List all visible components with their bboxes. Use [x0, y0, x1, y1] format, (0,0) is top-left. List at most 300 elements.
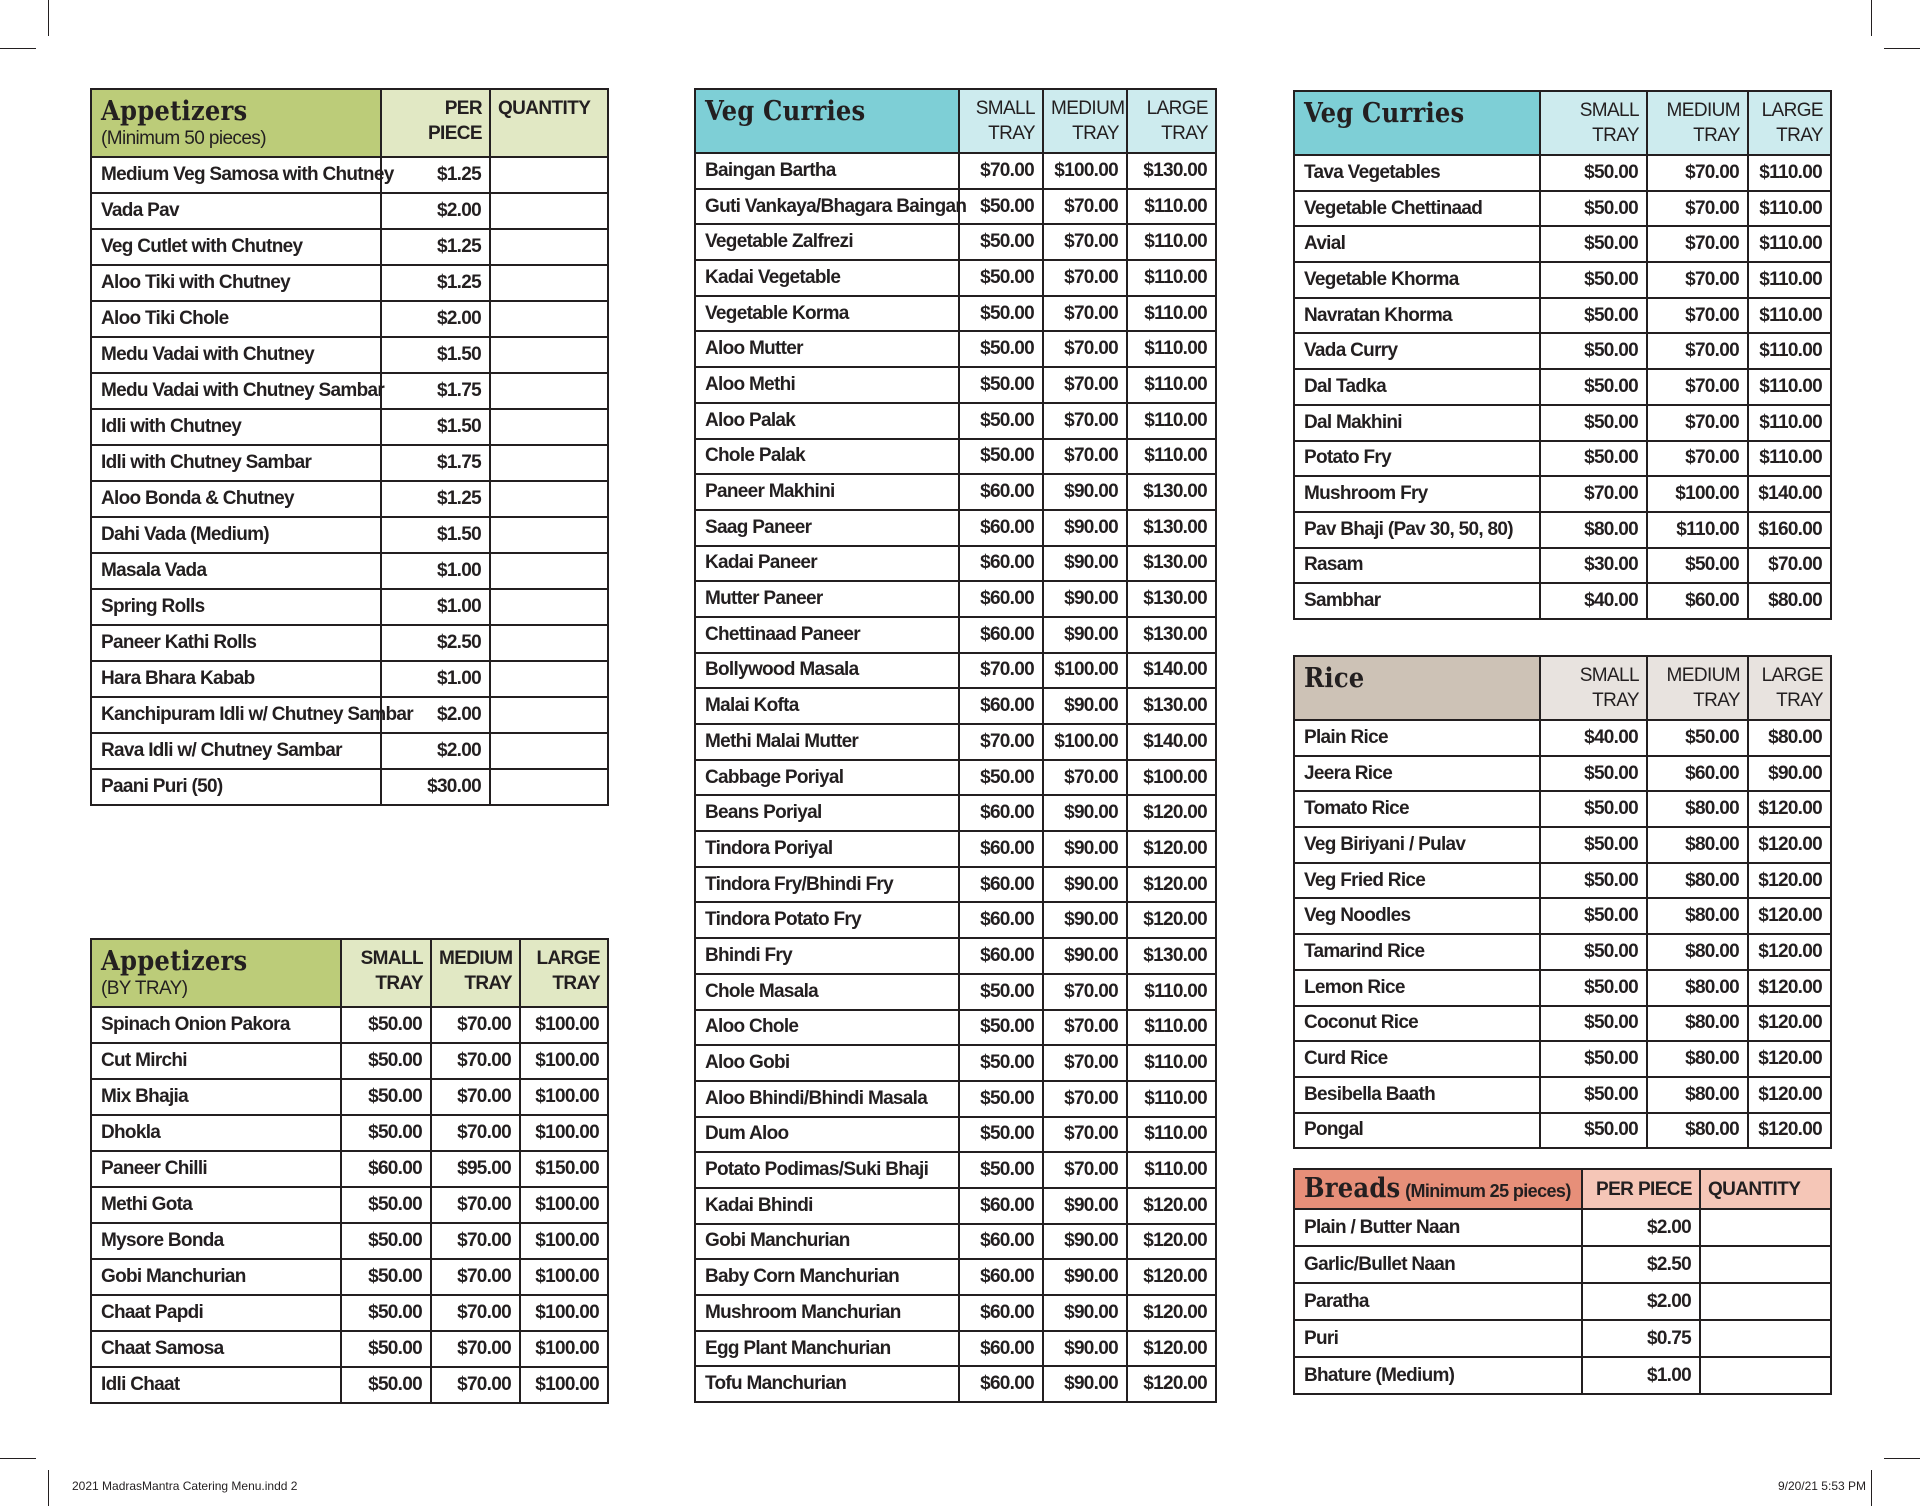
price-per-piece: $2.00 — [1582, 1283, 1700, 1320]
item-name: Paratha — [1294, 1283, 1582, 1320]
price-per-piece: $1.00 — [381, 553, 490, 589]
col-label: SMALL — [975, 98, 1035, 119]
table-row — [695, 581, 1216, 617]
table-row — [91, 769, 608, 805]
price-large-tray: $90.00 — [1748, 756, 1831, 792]
col-medium-tray — [1647, 91, 1748, 155]
quantity-cell — [490, 445, 608, 481]
table-row — [1294, 791, 1831, 827]
item-name: Dal Tadka — [1294, 369, 1540, 405]
item-name: Paneer Makhini — [695, 474, 959, 510]
quantity-cell — [490, 229, 608, 265]
item-name: Dal Makhini — [1294, 405, 1540, 441]
veg-curries-header — [1294, 91, 1540, 155]
col-label: LARGE — [1146, 98, 1208, 119]
item-name: Mysore Bonda — [91, 1223, 341, 1259]
price-per-piece: $1.00 — [381, 661, 490, 697]
price-medium-tray: $70.00 — [1043, 1117, 1127, 1153]
price-medium-tray: $90.00 — [1043, 474, 1127, 510]
table-row — [91, 229, 608, 265]
price-small-tray: $50.00 — [1540, 1041, 1647, 1077]
item-name: Chaat Samosa — [91, 1331, 341, 1367]
price-per-piece: $1.25 — [381, 265, 490, 301]
price-per-piece: $2.00 — [381, 301, 490, 337]
table-row — [91, 1367, 608, 1403]
table-row — [1294, 934, 1831, 970]
item-name: Mushroom Manchurian — [695, 1295, 959, 1331]
item-name: Methi Malai Mutter — [695, 724, 959, 760]
table-row — [1294, 441, 1831, 477]
price-large-tray: $130.00 — [1127, 581, 1216, 617]
table-row — [91, 1295, 608, 1331]
table-row — [91, 1223, 608, 1259]
item-name: Baby Corn Manchurian — [695, 1259, 959, 1295]
item-name: Garlic/Bullet Naan — [1294, 1246, 1582, 1283]
item-name: Dahi Vada (Medium) — [91, 517, 381, 553]
price-small-tray: $50.00 — [1540, 405, 1647, 441]
item-name: Cabbage Poriyal — [695, 760, 959, 796]
item-name: Guti Vankaya/Bhagara Baingan — [695, 189, 959, 225]
table-row — [91, 1007, 608, 1043]
price-large-tray: $110.00 — [1127, 1152, 1216, 1188]
appetizers-piece-header — [91, 89, 381, 157]
section-title: Rice — [1304, 663, 1365, 694]
price-large-tray: $130.00 — [1127, 474, 1216, 510]
price-per-piece: $0.75 — [1582, 1320, 1700, 1357]
price-large-tray: $140.00 — [1127, 653, 1216, 689]
price-large-tray: $110.00 — [1748, 298, 1831, 334]
item-name: Pongal — [1294, 1113, 1540, 1149]
price-large-tray: $100.00 — [1127, 760, 1216, 796]
item-name: Rava Idli w/ Chutney Sambar — [91, 733, 381, 769]
item-name: Rasam — [1294, 548, 1540, 584]
item-name: Chettinaad Paneer — [695, 617, 959, 653]
item-name: Vegetable Zalfrezi — [695, 224, 959, 260]
price-small-tray: $60.00 — [959, 938, 1043, 974]
item-name: Aloo Chole — [695, 1010, 959, 1046]
price-medium-tray: $80.00 — [1647, 1113, 1748, 1149]
table-row — [695, 189, 1216, 225]
price-medium-tray: $80.00 — [1647, 898, 1748, 934]
price-medium-tray: $90.00 — [1043, 1331, 1127, 1367]
item-name: Lemon Rice — [1294, 970, 1540, 1006]
quantity-cell — [490, 373, 608, 409]
table-row — [1294, 827, 1831, 863]
item-name: Chole Masala — [695, 974, 959, 1010]
item-name: Tava Vegetables — [1294, 155, 1540, 191]
col-per-piece: PER PIECE — [1582, 1169, 1700, 1209]
item-name: Aloo Gobi — [695, 1045, 959, 1081]
price-large-tray: $100.00 — [520, 1079, 608, 1115]
price-large-tray: $110.00 — [1748, 369, 1831, 405]
price-medium-tray: $90.00 — [1043, 546, 1127, 582]
price-large-tray: $130.00 — [1127, 510, 1216, 546]
price-medium-tray: $90.00 — [1043, 867, 1127, 903]
price-small-tray: $40.00 — [1540, 720, 1647, 756]
price-medium-tray: $70.00 — [1043, 224, 1127, 260]
quantity-cell — [1700, 1246, 1831, 1283]
price-per-piece: $1.25 — [381, 229, 490, 265]
table-row — [1294, 191, 1831, 227]
item-name: Bhature (Medium) — [1294, 1357, 1582, 1394]
quantity-cell — [490, 625, 608, 661]
price-large-tray: $120.00 — [1748, 898, 1831, 934]
price-large-tray: $140.00 — [1748, 476, 1831, 512]
price-medium-tray: $100.00 — [1043, 653, 1127, 689]
price-large-tray: $120.00 — [1127, 831, 1216, 867]
item-name: Paani Puri (50) — [91, 769, 381, 805]
item-name: Malai Kofta — [695, 688, 959, 724]
price-large-tray: $110.00 — [1748, 405, 1831, 441]
price-small-tray: $60.00 — [959, 795, 1043, 831]
item-name: Idli with Chutney — [91, 409, 381, 445]
item-name: Gobi Manchurian — [695, 1224, 959, 1260]
col-label: SMALL — [360, 948, 423, 969]
table-row — [91, 589, 608, 625]
price-small-tray: $70.00 — [959, 653, 1043, 689]
price-large-tray: $100.00 — [520, 1331, 608, 1367]
price-small-tray: $60.00 — [959, 1259, 1043, 1295]
table-row — [91, 1331, 608, 1367]
price-large-tray: $120.00 — [1748, 1077, 1831, 1113]
table-row — [91, 265, 608, 301]
quantity-cell — [490, 265, 608, 301]
price-large-tray: $110.00 — [1127, 1045, 1216, 1081]
price-medium-tray: $70.00 — [1043, 189, 1127, 225]
col-large-tray — [1127, 89, 1216, 153]
price-large-tray: $120.00 — [1748, 934, 1831, 970]
table-row — [695, 1331, 1216, 1367]
table-row — [1294, 863, 1831, 899]
table-row — [1294, 1283, 1831, 1320]
price-small-tray: $50.00 — [959, 1010, 1043, 1046]
price-large-tray: $120.00 — [1127, 1295, 1216, 1331]
price-medium-tray: $100.00 — [1043, 724, 1127, 760]
price-small-tray: $50.00 — [959, 974, 1043, 1010]
item-name: Mushroom Fry — [1294, 476, 1540, 512]
price-small-tray: $50.00 — [1540, 791, 1647, 827]
table-row — [695, 224, 1216, 260]
item-name: Medu Vadai with Chutney Sambar — [91, 373, 381, 409]
item-name: Gobi Manchurian — [91, 1259, 341, 1295]
crop-mark — [1884, 48, 1920, 49]
price-large-tray: $120.00 — [1748, 863, 1831, 899]
section-title: Breads — [1304, 1173, 1401, 1204]
breads-header — [1294, 1169, 1582, 1209]
price-large-tray: $100.00 — [520, 1295, 608, 1331]
item-name: Saag Paneer — [695, 510, 959, 546]
price-large-tray: $130.00 — [1127, 688, 1216, 724]
quantity-cell — [490, 193, 608, 229]
item-name: Kadai Vegetable — [695, 260, 959, 296]
price-large-tray: $160.00 — [1748, 512, 1831, 548]
col-large-tray — [1748, 656, 1831, 720]
price-small-tray: $50.00 — [341, 1043, 431, 1079]
col-label: TRAY — [1776, 690, 1823, 711]
price-small-tray: $50.00 — [341, 1259, 431, 1295]
col-medium-tray — [1043, 89, 1127, 153]
col-medium-tray — [431, 939, 520, 1007]
price-medium-tray: $90.00 — [1043, 831, 1127, 867]
price-medium-tray: $70.00 — [431, 1259, 520, 1295]
price-small-tray: $60.00 — [959, 688, 1043, 724]
col-large-tray — [1748, 91, 1831, 155]
col-per-piece: PER PIECE — [381, 89, 490, 157]
price-medium-tray: $90.00 — [1043, 1224, 1127, 1260]
quantity-cell — [1700, 1209, 1831, 1246]
price-medium-tray: $95.00 — [431, 1151, 520, 1187]
price-large-tray: $120.00 — [1127, 795, 1216, 831]
item-name: Medium Veg Samosa with Chutney — [91, 157, 381, 193]
quantity-cell — [490, 769, 608, 805]
item-name: Tindora Fry/Bhindi Fry — [695, 867, 959, 903]
price-medium-tray: $70.00 — [1043, 331, 1127, 367]
col-label: LARGE — [536, 948, 600, 969]
price-per-piece: $2.00 — [381, 697, 490, 733]
quantity-cell — [490, 481, 608, 517]
table-row — [91, 445, 608, 481]
price-small-tray: $30.00 — [1540, 548, 1647, 584]
price-medium-tray: $110.00 — [1647, 512, 1748, 548]
quantity-cell — [490, 409, 608, 445]
price-small-tray: $60.00 — [959, 1295, 1043, 1331]
table-row — [91, 625, 608, 661]
item-name: Curd Rice — [1294, 1041, 1540, 1077]
price-medium-tray: $70.00 — [431, 1043, 520, 1079]
rice-table — [1293, 655, 1832, 1149]
item-name: Jeera Rice — [1294, 756, 1540, 792]
item-name: Aloo Mutter — [695, 331, 959, 367]
crop-mark — [48, 0, 49, 36]
item-name: Pav Bhaji (Pav 30, 50, 80) — [1294, 512, 1540, 548]
price-medium-tray: $70.00 — [1647, 155, 1748, 191]
item-name: Paneer Kathi Rolls — [91, 625, 381, 661]
col-label: MEDIUM — [1666, 665, 1740, 686]
table-row — [695, 439, 1216, 475]
col-label: TRAY — [1693, 690, 1740, 711]
price-small-tray: $50.00 — [959, 439, 1043, 475]
price-large-tray: $70.00 — [1748, 548, 1831, 584]
price-large-tray: $140.00 — [1127, 724, 1216, 760]
price-small-tray: $50.00 — [1540, 333, 1647, 369]
item-name: Plain / Butter Naan — [1294, 1209, 1582, 1246]
item-name: Avial — [1294, 226, 1540, 262]
price-small-tray: $50.00 — [341, 1223, 431, 1259]
price-small-tray: $50.00 — [1540, 262, 1647, 298]
price-medium-tray: $70.00 — [431, 1295, 520, 1331]
price-small-tray: $60.00 — [959, 617, 1043, 653]
price-large-tray: $100.00 — [520, 1367, 608, 1403]
col-label: TRAY — [1693, 125, 1740, 146]
table-row — [695, 1295, 1216, 1331]
col-label: LARGE — [1761, 100, 1823, 121]
quantity-cell — [490, 733, 608, 769]
table-row — [91, 1187, 608, 1223]
price-small-tray: $50.00 — [341, 1007, 431, 1043]
crop-mark — [48, 1470, 49, 1506]
quantity-cell — [490, 517, 608, 553]
section-title: Appetizers — [101, 946, 248, 977]
item-name: Methi Gota — [91, 1187, 341, 1223]
item-name: Aloo Bonda & Chutney — [91, 481, 381, 517]
price-large-tray: $110.00 — [1127, 224, 1216, 260]
table-row — [695, 510, 1216, 546]
price-per-piece: $2.00 — [381, 733, 490, 769]
price-medium-tray: $70.00 — [1647, 333, 1748, 369]
price-large-tray: $110.00 — [1127, 403, 1216, 439]
crop-mark — [1871, 0, 1872, 36]
table-row — [695, 617, 1216, 653]
price-large-tray: $100.00 — [520, 1043, 608, 1079]
table-row — [1294, 970, 1831, 1006]
price-per-piece: $2.50 — [1582, 1246, 1700, 1283]
price-large-tray: $130.00 — [1127, 938, 1216, 974]
price-medium-tray: $70.00 — [431, 1115, 520, 1151]
price-large-tray: $120.00 — [1748, 1006, 1831, 1042]
table-row — [695, 474, 1216, 510]
table-row — [1294, 720, 1831, 756]
veg-curries-table-1 — [694, 88, 1217, 1403]
table-row — [91, 1259, 608, 1295]
table-row — [695, 724, 1216, 760]
item-name: Aloo Bhindi/Bhindi Masala — [695, 1081, 959, 1117]
price-small-tray: $50.00 — [1540, 191, 1647, 227]
price-per-piece: $2.00 — [381, 193, 490, 229]
section-subtitle: (Minimum 25 pieces) — [1405, 1181, 1571, 1201]
price-large-tray: $120.00 — [1127, 902, 1216, 938]
table-row — [1294, 333, 1831, 369]
table-row — [1294, 512, 1831, 548]
price-small-tray: $50.00 — [959, 260, 1043, 296]
price-small-tray: $50.00 — [1540, 369, 1647, 405]
item-name: Tomato Rice — [1294, 791, 1540, 827]
price-small-tray: $60.00 — [959, 546, 1043, 582]
crop-mark — [0, 48, 36, 49]
table-row — [695, 367, 1216, 403]
price-per-piece: $1.50 — [381, 517, 490, 553]
price-medium-tray: $80.00 — [1647, 970, 1748, 1006]
price-large-tray: $110.00 — [1748, 155, 1831, 191]
table-row — [695, 1188, 1216, 1224]
price-medium-tray: $80.00 — [1647, 1041, 1748, 1077]
table-row — [91, 337, 608, 373]
item-name: Potato Fry — [1294, 441, 1540, 477]
price-medium-tray: $70.00 — [431, 1367, 520, 1403]
item-name: Hara Bhara Kabab — [91, 661, 381, 697]
price-large-tray: $110.00 — [1127, 367, 1216, 403]
table-row — [1294, 155, 1831, 191]
col-small-tray — [341, 939, 431, 1007]
section-title: Veg Curries — [1304, 98, 1465, 129]
price-medium-tray: $90.00 — [1043, 1188, 1127, 1224]
price-large-tray: $120.00 — [1748, 970, 1831, 1006]
price-small-tray: $50.00 — [959, 760, 1043, 796]
price-small-tray: $60.00 — [341, 1151, 431, 1187]
price-small-tray: $50.00 — [1540, 1077, 1647, 1113]
col-small-tray — [959, 89, 1043, 153]
table-row — [91, 157, 608, 193]
price-medium-tray: $70.00 — [1043, 296, 1127, 332]
item-name: Tindora Poriyal — [695, 831, 959, 867]
price-medium-tray: $80.00 — [1647, 1077, 1748, 1113]
col-label: SMALL TRAY — [1579, 100, 1639, 146]
item-name: Aloo Palak — [695, 403, 959, 439]
col-label: TRAY — [464, 973, 512, 994]
item-name: Plain Rice — [1294, 720, 1540, 756]
col-label: MEDIUM — [1051, 98, 1125, 119]
table-row — [1294, 1113, 1831, 1149]
table-row — [695, 974, 1216, 1010]
quantity-cell — [1700, 1357, 1831, 1394]
price-small-tray: $60.00 — [959, 474, 1043, 510]
col-label: MEDIUM — [439, 948, 513, 969]
item-name: Spring Rolls — [91, 589, 381, 625]
quantity-cell — [490, 157, 608, 193]
price-medium-tray: $90.00 — [1043, 1366, 1127, 1402]
price-medium-tray: $90.00 — [1043, 1259, 1127, 1295]
price-per-piece: $30.00 — [381, 769, 490, 805]
price-medium-tray: $70.00 — [1647, 369, 1748, 405]
price-medium-tray: $70.00 — [1647, 262, 1748, 298]
price-small-tray: $50.00 — [341, 1295, 431, 1331]
price-small-tray: $50.00 — [341, 1331, 431, 1367]
item-name: Masala Vada — [91, 553, 381, 589]
price-medium-tray: $70.00 — [1043, 760, 1127, 796]
price-per-piece: $2.50 — [381, 625, 490, 661]
price-large-tray: $110.00 — [1127, 439, 1216, 475]
price-per-piece: $1.50 — [381, 337, 490, 373]
crop-mark — [1884, 1458, 1920, 1459]
price-large-tray: $100.00 — [520, 1115, 608, 1151]
price-medium-tray: $70.00 — [431, 1007, 520, 1043]
item-name: Aloo Methi — [695, 367, 959, 403]
price-large-tray: $80.00 — [1748, 720, 1831, 756]
col-quantity: QUANTITY — [1700, 1169, 1831, 1209]
col-small-tray — [1540, 91, 1647, 155]
table-row — [1294, 226, 1831, 262]
quantity-cell — [490, 589, 608, 625]
price-small-tray: $50.00 — [1540, 1006, 1647, 1042]
table-row — [695, 1117, 1216, 1153]
price-large-tray: $120.00 — [1127, 1224, 1216, 1260]
table-row — [695, 1045, 1216, 1081]
table-row — [695, 795, 1216, 831]
price-medium-tray: $70.00 — [1647, 405, 1748, 441]
table-row — [91, 301, 608, 337]
price-small-tray: $50.00 — [959, 224, 1043, 260]
price-small-tray: $60.00 — [959, 510, 1043, 546]
table-row — [91, 661, 608, 697]
col-label: SMALL TRAY — [1579, 665, 1639, 711]
table-row — [91, 697, 608, 733]
footer-file-info: 2021 MadrasMantra Catering Menu.indd 2 — [72, 1479, 298, 1493]
table-row — [1294, 1320, 1831, 1357]
item-name: Aloo Tiki with Chutney — [91, 265, 381, 301]
price-large-tray: $110.00 — [1748, 262, 1831, 298]
table-row — [695, 1224, 1216, 1260]
col-quantity: QUANTITY — [490, 89, 608, 157]
price-medium-tray: $50.00 — [1647, 720, 1748, 756]
price-medium-tray: $70.00 — [1043, 1010, 1127, 1046]
price-medium-tray: $90.00 — [1043, 617, 1127, 653]
item-name: Coconut Rice — [1294, 1006, 1540, 1042]
price-small-tray: $50.00 — [1540, 898, 1647, 934]
quantity-cell — [490, 661, 608, 697]
table-row — [91, 1151, 608, 1187]
price-medium-tray: $70.00 — [431, 1223, 520, 1259]
price-small-tray: $60.00 — [959, 1188, 1043, 1224]
table-row — [695, 1366, 1216, 1402]
